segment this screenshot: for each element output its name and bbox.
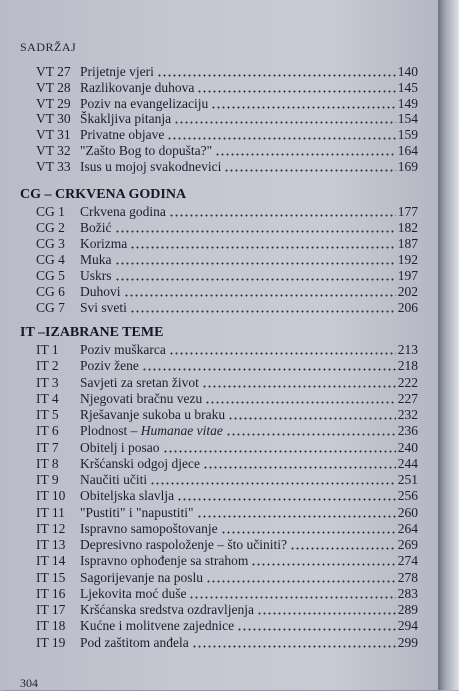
toc-entry [0,284,438,301]
dot-leader [163,450,396,453]
entry-title-text: Isus u mojoj svakodnevici [80,158,222,174]
dot-leader [205,401,396,404]
entry-page-number: 278 [397,569,418,585]
dot-leader [226,433,396,436]
toc-entry [0,586,438,603]
toc-entry [0,456,438,473]
entry-code: CG 4 [36,252,65,267]
entry-title [80,159,221,175]
entry-title-text: Pod zaštitom anđela [80,634,189,650]
entry-title-text: "Pustiti" i "napustiti" [80,504,194,520]
toc-entry [0,440,438,457]
entry-page-number: 213 [397,342,418,357]
entry-code: CG 7 [36,300,65,315]
toc-entry [0,391,438,408]
toc-entry [0,488,438,505]
entry-code: IT 15 [36,569,66,585]
entry-title-text: Naučiti učiti [80,472,148,487]
dot-leader [228,417,396,420]
entry-code: VT 29 [36,95,71,111]
toc-entry [0,570,438,587]
toc-entry [0,64,438,81]
entry-title-text: Kršćanska sredstva ozdravljenja [80,602,254,617]
entry-title [80,407,225,423]
entry-title-text: Depresivno raspoloženje – što učiniti? [80,537,287,552]
entry-code: VT 30 [36,111,71,127]
entry-page-number: 177 [397,204,418,219]
entry-title [80,284,121,300]
toc-entry [0,220,438,237]
entry-title-text: Obitelj i posao [80,439,160,455]
dot-leader [221,531,396,534]
entry-title [80,358,139,374]
entry-title-text: Poziv na evangelizaciju [80,95,209,111]
entry-title-text: Kućne i molitvene zajednice [80,618,235,634]
entry-code: IT 6 [36,423,59,439]
dot-leader [251,563,396,566]
entry-code: IT 19 [36,634,66,650]
entry-page-number: 260 [397,504,418,520]
entry-page-number: 192 [397,252,418,267]
entry-code: IT 14 [36,553,66,569]
toc-entry [0,375,438,392]
dot-leader [142,368,396,371]
entry-title [80,570,203,586]
entry-title [80,127,164,143]
toc-entry [0,159,438,176]
entry-title-text: Plodnost – [80,423,141,439]
entry-title [80,521,218,537]
toc-entry [0,111,438,128]
entry-title-text: Savjeti za sretan život [80,374,199,390]
entry-code: VT 32 [36,143,71,158]
running-header: SADRŽAJ [20,40,77,54]
entry-page-number: 159 [397,127,418,143]
entry-page-number: 197 [397,268,418,283]
entry-title-text: Duhovi [80,284,121,299]
entry-code: VT 28 [36,79,71,95]
entry-title [80,635,189,651]
entry-title-text: Ispravno ophođenje sa strahom [80,553,249,569]
entry-title [80,252,112,268]
entry-code: IT 18 [36,618,66,634]
entry-title [80,456,200,472]
dot-leader [115,230,396,233]
dot-leader [197,515,396,518]
entry-code: IT 3 [36,374,59,390]
toc-entry [0,300,438,317]
entry-title-text: Muka [80,252,112,267]
page-number: 304 [20,676,38,690]
dot-leader [197,90,396,93]
dot-leader [257,612,396,615]
entry-code: IT 11 [36,504,65,520]
toc-entry [0,236,438,253]
dot-leader [189,596,396,599]
entry-page-number: 264 [397,520,418,536]
entry-title [80,423,223,439]
entry-title [80,143,212,159]
entry-page-number: 251 [397,472,418,487]
entry-code: CG 5 [36,268,65,283]
entry-title [80,618,234,634]
entry-title-text: Svi sveti [80,300,127,315]
entry-title-text: Poziv žene [80,358,139,374]
entry-code: IT 13 [36,537,66,552]
entry-page-number: 240 [397,439,418,455]
entry-title-text: Obiteljska slavlja [80,488,175,504]
dot-leader [192,645,396,648]
entry-page-number: 222 [397,374,418,390]
toc-entry [0,143,438,160]
entry-code: IT 9 [36,472,59,487]
entry-code: VT 31 [36,127,71,143]
toc-entry [0,505,438,522]
entry-title-text: Razlikovanje duhova [80,79,195,95]
section-title: IT –IZABRANE TEME [20,325,164,340]
entry-title-text: Sagorijevanje na poslu [80,569,203,585]
entry-code: CG 1 [36,204,65,219]
entry-page-number: 269 [397,537,418,552]
entry-page-number: 154 [397,111,418,127]
entry-page-number: 283 [397,585,418,601]
entry-title [80,236,127,252]
toc-entry [0,602,438,619]
toc-entry [0,204,438,221]
entry-title [80,204,166,220]
entry-page-number: 256 [397,488,418,504]
toc-entry [0,96,438,113]
dot-leader [203,466,396,469]
entry-title [80,391,202,407]
entry-title-text: Poziv muškarca [80,342,166,357]
entry-page-number: 232 [397,407,418,422]
entry-title [80,268,112,284]
entry-code: CG 3 [36,236,65,251]
entry-code: VT 27 [36,64,71,79]
entry-title [80,80,194,96]
entry-title-text: Njegovati bračnu vezu [80,390,203,406]
dot-leader [202,385,396,388]
dot-leader [167,137,396,140]
entry-code: IT 12 [36,520,66,536]
entry-title [80,440,160,456]
entry-title [80,375,199,391]
entry-code: IT 2 [36,358,59,374]
entry-title [80,342,166,358]
entry-title [80,537,287,553]
entry-page-number: 236 [397,423,418,439]
entry-page-number: 169 [397,158,418,174]
dot-leader [169,214,396,217]
entry-page-number: 218 [397,358,418,374]
entry-page-number: 140 [397,64,418,79]
dot-leader [150,482,396,485]
entry-title [80,300,127,316]
dot-leader [206,580,396,583]
toc-entry [0,268,438,285]
dot-leader [224,169,396,172]
entry-title-text: Rješavanje sukoba u braku [80,407,226,422]
entry-title [80,505,194,521]
toc-entry [0,635,438,652]
toc-entry [0,342,438,359]
dot-leader [215,153,396,156]
entry-title [80,488,174,504]
entry-page-number: 244 [397,455,418,471]
entry-code: CG 2 [36,220,65,235]
toc-entry [0,521,438,538]
entry-title [80,586,186,602]
entry-title-text: Prijetnje vjeri [80,64,154,79]
entry-page-number: 187 [397,236,418,251]
entry-code: IT 1 [36,342,59,357]
entry-code: IT 17 [36,602,66,617]
entry-title [80,602,254,618]
entry-title-italic: Humanae vitae [140,423,223,439]
entry-title-text: Kršćanski odgoj djece [80,455,200,471]
entry-title [80,220,112,236]
entry-code: IT 10 [36,488,66,504]
dot-leader [290,547,396,550]
entry-title [80,553,248,569]
entry-title-text: Božić [80,220,112,235]
dot-leader [115,278,396,281]
dot-leader [124,294,396,297]
toc-entry [0,127,438,144]
dot-leader [169,352,396,355]
entry-title-text: Privatne objave [80,127,165,143]
entry-page-number: 145 [397,79,418,95]
dot-leader [157,74,396,77]
section-title: CG – CRKVENA GODINA [20,187,187,202]
entry-code: CG 6 [36,284,65,299]
entry-page-number: 227 [397,390,418,406]
entry-title-text: Ispravno samopoštovanje [80,520,218,536]
toc-entry [0,472,438,489]
entry-title [80,472,147,488]
dot-leader [237,628,396,631]
entry-page-number: 164 [397,143,418,158]
entry-page-number: 206 [397,300,418,315]
dot-leader [177,498,396,501]
dot-leader [174,121,396,124]
toc-entry [0,80,438,97]
entry-page-number: 202 [397,284,418,299]
entry-title-text: Uskrs [80,268,112,283]
toc-entry [0,537,438,554]
entry-title [80,111,171,127]
dot-leader [130,246,396,249]
toc-entry [0,618,438,635]
entry-page-number: 149 [397,95,418,111]
entry-title-text: Korizma [80,236,128,251]
entry-code: IT 4 [36,390,59,406]
entry-code: IT 7 [36,439,59,455]
entry-title-text: Crkvena godina [80,204,166,219]
toc-entry [0,407,438,424]
entry-code: IT 5 [36,407,59,422]
toc-entry [0,252,438,269]
entry-title-text: "Zašto Bog to dopušta?" [80,143,213,158]
entry-title-text: Ljekovita moć duše [80,585,187,601]
entry-page-number: 274 [397,553,418,569]
entry-page-number: 294 [397,618,418,634]
entry-title [80,96,208,112]
page-stack-edge [438,0,459,690]
toc-entry [0,358,438,375]
dot-leader [211,106,396,109]
toc-entry [0,553,438,570]
entry-code: IT 8 [36,455,59,471]
dot-leader [130,310,396,313]
entry-title [80,64,154,80]
toc-entry [0,423,438,440]
entry-page-number: 299 [397,634,418,650]
entry-page-number: 289 [397,602,418,617]
entry-code: VT 33 [36,158,71,174]
entry-page-number: 182 [397,220,418,235]
entry-code: IT 16 [36,585,66,601]
entry-title-text: Škakljiva pitanja [80,111,172,127]
dot-leader [115,262,396,265]
